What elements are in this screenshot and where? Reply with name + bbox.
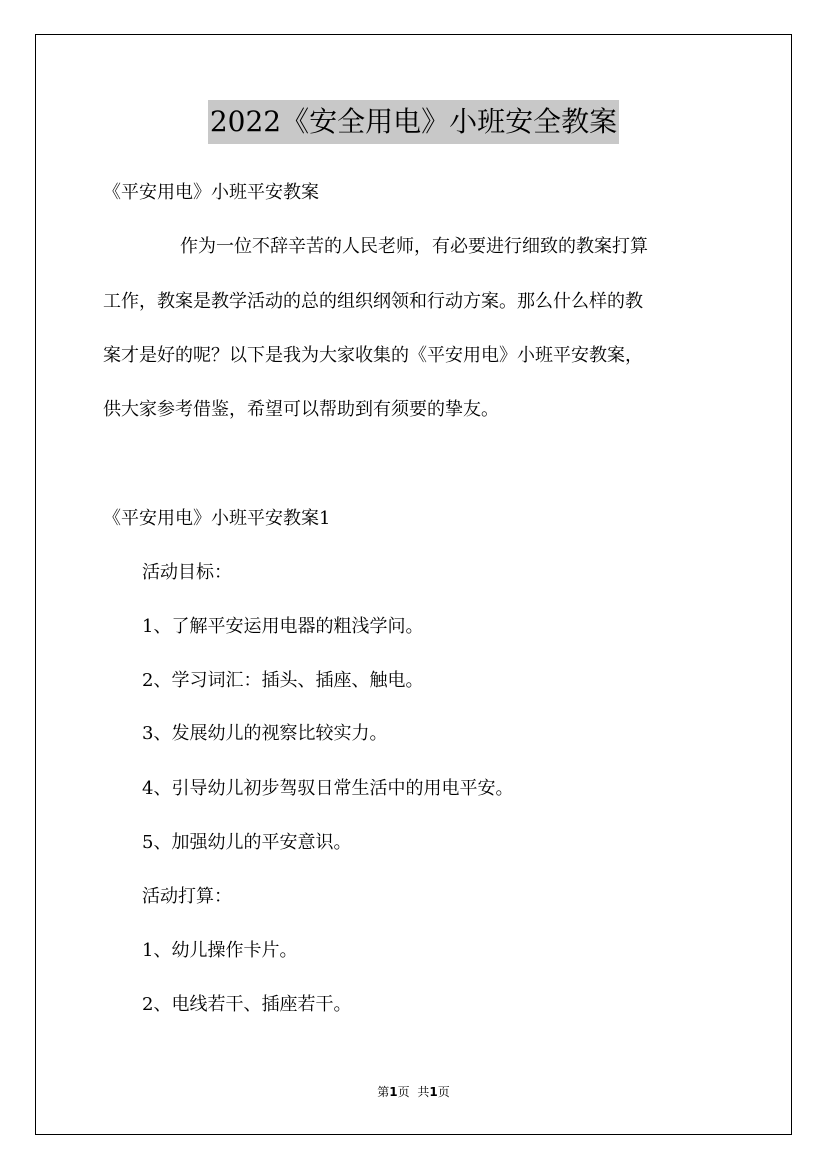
footer-page-suffix: 页 bbox=[397, 1085, 410, 1099]
goal-item-1: 1、了解平安运用电器的粗浅学问。 bbox=[142, 616, 424, 637]
intro-line-3: 案才是好的呢？以下是我为大家收集的《平安用电》小班平安教案， bbox=[103, 345, 643, 366]
intro-line-2: 工作，教案是教学活动的总的组织纲领和行动方案。那么什么样的教 bbox=[103, 291, 643, 312]
section-title: 《平安用电》小班平安教案1 bbox=[103, 508, 331, 529]
footer-total-suffix: 页 bbox=[437, 1085, 450, 1099]
footer-total-prefix: 共 bbox=[417, 1085, 430, 1099]
goal-item-2: 2、学习词汇：插头、插座、触电。 bbox=[142, 670, 424, 691]
prep-item-2: 2、电线若干、插座若干。 bbox=[142, 994, 352, 1015]
goal-item-5: 5、加强幼儿的平安意识。 bbox=[142, 832, 352, 853]
title-container bbox=[0, 100, 827, 144]
footer-total-pages: 1 bbox=[429, 1085, 438, 1099]
prep-heading: 活动打算： bbox=[142, 886, 232, 907]
intro-line-4: 供大家参考借鉴，希望可以帮助到有须要的挚友。 bbox=[103, 399, 499, 420]
prep-item-1: 1、幼儿操作卡片。 bbox=[142, 940, 298, 961]
footer-page-number: 1 bbox=[389, 1085, 398, 1099]
footer-prefix: 第 bbox=[377, 1085, 390, 1099]
goals-heading: 活动目标： bbox=[142, 562, 232, 583]
document-subtitle: 《平安用电》小班平安教案 bbox=[103, 182, 319, 203]
document-title: 2022《安全用电》小班安全教案 bbox=[208, 100, 619, 144]
goal-item-3: 3、发展幼儿的视察比较实力。 bbox=[142, 723, 388, 744]
page-footer bbox=[0, 1084, 827, 1100]
goal-item-4: 4、引导幼儿初步驾驭日常生活中的用电平安。 bbox=[142, 778, 514, 799]
intro-line-1: 作为一位不辞辛苦的人民老师，有必要进行细致的教案打算 bbox=[180, 236, 648, 257]
